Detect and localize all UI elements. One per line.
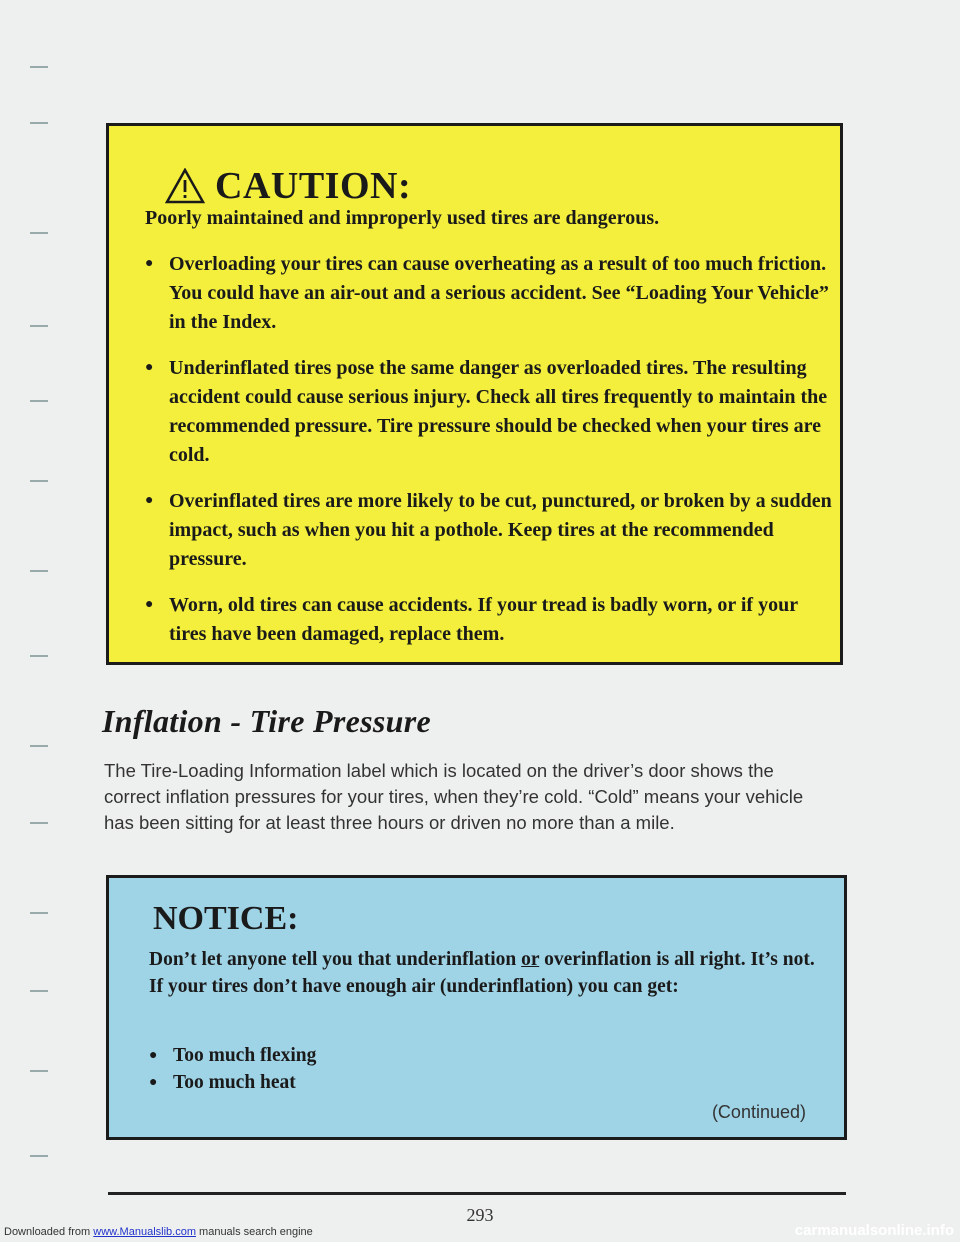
warning-triangle-icon	[165, 168, 205, 204]
bullet-icon: ●	[149, 1075, 158, 1090]
download-note-suffix: manuals search engine	[195, 1226, 313, 1238]
caution-bullet-text: Overinflated tires are more likely to be cut, punctured, or broken by a sudden impact, such as when you hit a pothole. Keep tires at the recommended pressure.	[169, 490, 832, 570]
list-item	[145, 487, 835, 574]
list-item	[149, 1069, 316, 1096]
bullet-icon: ●	[149, 1048, 158, 1063]
margin-tick	[30, 400, 48, 402]
margin-tick	[30, 912, 48, 914]
list-item	[149, 1042, 316, 1069]
continued-label: (Continued)	[711, 1102, 806, 1122]
bullet-icon: ●	[145, 360, 154, 375]
notice-intro-text: Don’t let anyone tell you that underinflation	[149, 949, 522, 970]
list-item	[145, 591, 835, 649]
caution-bullet-text: Overloading your tires can cause overheating as a result of too much friction. You could have an air-out and a serious accident. See “Loading Your Vehicle” in the Index.	[169, 253, 829, 333]
bullet-icon: ●	[145, 256, 154, 271]
margin-tick	[30, 570, 48, 572]
margin-tick	[30, 655, 48, 657]
download-note-prefix: Downloaded from	[4, 1226, 94, 1238]
margin-tick	[30, 232, 48, 234]
page-number: 293	[466, 1205, 494, 1225]
margin-tick	[30, 990, 48, 992]
margin-tick	[30, 1155, 48, 1157]
notice-title: NOTICE:	[153, 900, 299, 937]
footer-rule	[108, 1192, 846, 1195]
notice-intro-text: overinflation is all right. It’s not. If your tires don’t have enough air (underinflation) you can get:	[149, 949, 815, 997]
notice-box	[106, 875, 847, 1140]
caution-intro: Poorly maintained and improperly used tires are dangerous.	[145, 207, 660, 229]
caution-bullet-list	[145, 250, 835, 666]
caution-bullet-text: Worn, old tires can cause accidents. If your tread is badly worn, or if your tires have been damaged, replace them.	[169, 594, 798, 645]
caution-bullet-text: Underinflated tires pose the same danger as overloaded tires. The resulting accident could cause serious injury. Check all tires frequently to maintain the recommended pressure. Tire pressure should be checked when your tires are cold.	[169, 357, 828, 466]
list-item	[145, 250, 835, 337]
download-note	[4, 1226, 313, 1238]
bullet-icon: ●	[145, 493, 154, 508]
margin-tick	[30, 122, 48, 124]
notice-item-text: Too much heat	[173, 1072, 296, 1093]
margin-tick	[30, 480, 48, 482]
notice-intro-underlined: or	[521, 949, 540, 970]
list-item	[145, 354, 835, 470]
watermark: carmanualsonline.info	[794, 1222, 954, 1239]
section-heading: Inflation - Tire Pressure	[102, 703, 431, 739]
bullet-icon: ●	[145, 597, 154, 612]
notice-intro	[149, 946, 829, 1000]
margin-tick	[30, 1070, 48, 1072]
margin-tick	[30, 745, 48, 747]
caution-heading	[165, 164, 411, 208]
notice-bullet-list	[149, 1042, 316, 1096]
margin-tick	[30, 822, 48, 824]
caution-box	[106, 123, 843, 665]
caution-title: CAUTION:	[215, 165, 412, 207]
margin-tick	[30, 66, 48, 68]
manualslib-link[interactable]: www.Manualslib.com	[93, 1226, 196, 1238]
body-paragraph: The Tire-Loading Information label which is located on the driver’s door shows the correct inflation pressures for your tires, when they’re cold. “Cold” means your vehicle has been sitting for at least three hours or driven no more than a mile.	[104, 760, 804, 833]
notice-item-text: Too much flexing	[173, 1045, 317, 1066]
margin-tick	[30, 325, 48, 327]
